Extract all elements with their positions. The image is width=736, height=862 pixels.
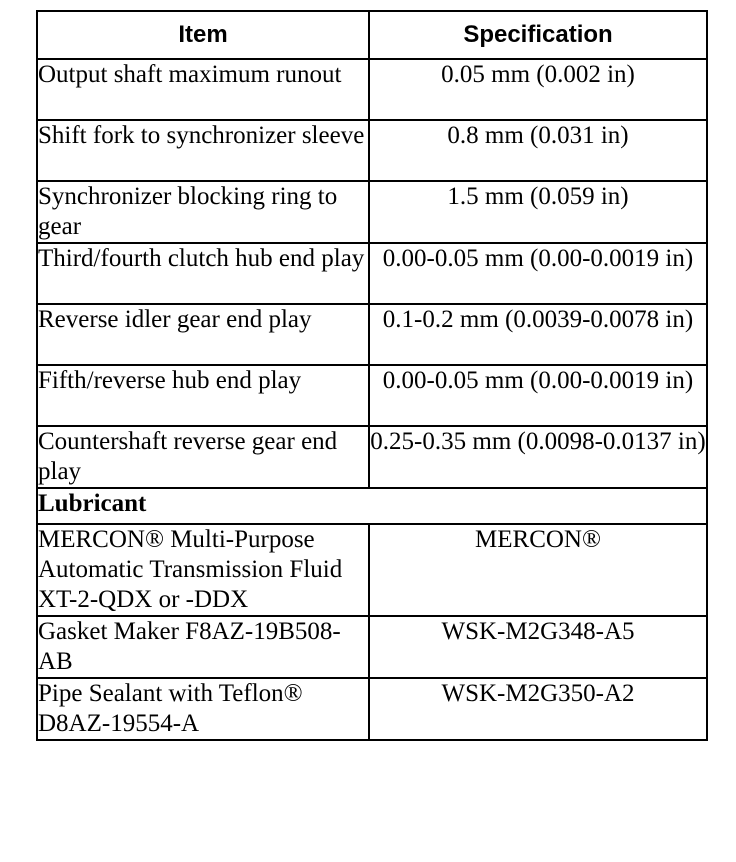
table-row (37, 524, 707, 616)
item-column-header: Item (37, 11, 369, 59)
table-row (37, 243, 707, 304)
specification-table (36, 10, 708, 741)
table-row (37, 181, 707, 243)
spec-cell: 1.5 mm (0.059 in) (369, 181, 707, 243)
item-cell: Shift fork to synchronizer sleeve (37, 120, 369, 181)
table-row (37, 616, 707, 678)
spec-cell: MERCON® (369, 524, 707, 616)
table-row (37, 304, 707, 365)
item-cell: Third/fourth clutch hub end play (37, 243, 369, 304)
header-row (37, 11, 707, 59)
item-cell: Synchronizer blocking ring to gear (37, 181, 369, 243)
item-cell: MERCON® Multi-Purpose Automatic Transmission Fluid XT-2-QDX or -DDX (37, 524, 369, 616)
section-row (37, 488, 707, 524)
spec-cell: 0.25-0.35 mm (0.0098-0.0137 in) (369, 426, 707, 488)
item-cell: Output shaft maximum runout (37, 59, 369, 120)
table-row (37, 678, 707, 740)
spec-cell: WSK-M2G350-A2 (369, 678, 707, 740)
spec-cell: 0.8 mm (0.031 in) (369, 120, 707, 181)
item-cell: Countershaft reverse gear end play (37, 426, 369, 488)
item-cell: Gasket Maker F8AZ-19B508-AB (37, 616, 369, 678)
spec-cell: 0.05 mm (0.002 in) (369, 59, 707, 120)
table-row (37, 59, 707, 120)
item-cell: Reverse idler gear end play (37, 304, 369, 365)
table-row (37, 120, 707, 181)
table-row (37, 365, 707, 426)
lubricant-section-heading: Lubricant (37, 488, 707, 524)
specification-column-header: Specification (369, 11, 707, 59)
spec-cell: WSK-M2G348-A5 (369, 616, 707, 678)
item-cell: Pipe Sealant with Teflon® D8AZ-19554-A (37, 678, 369, 740)
spec-cell: 0.00-0.05 mm (0.00-0.0019 in) (369, 365, 707, 426)
item-cell: Fifth/reverse hub end play (37, 365, 369, 426)
table-row (37, 426, 707, 488)
spec-cell: 0.00-0.05 mm (0.00-0.0019 in) (369, 243, 707, 304)
spec-cell: 0.1-0.2 mm (0.0039-0.0078 in) (369, 304, 707, 365)
